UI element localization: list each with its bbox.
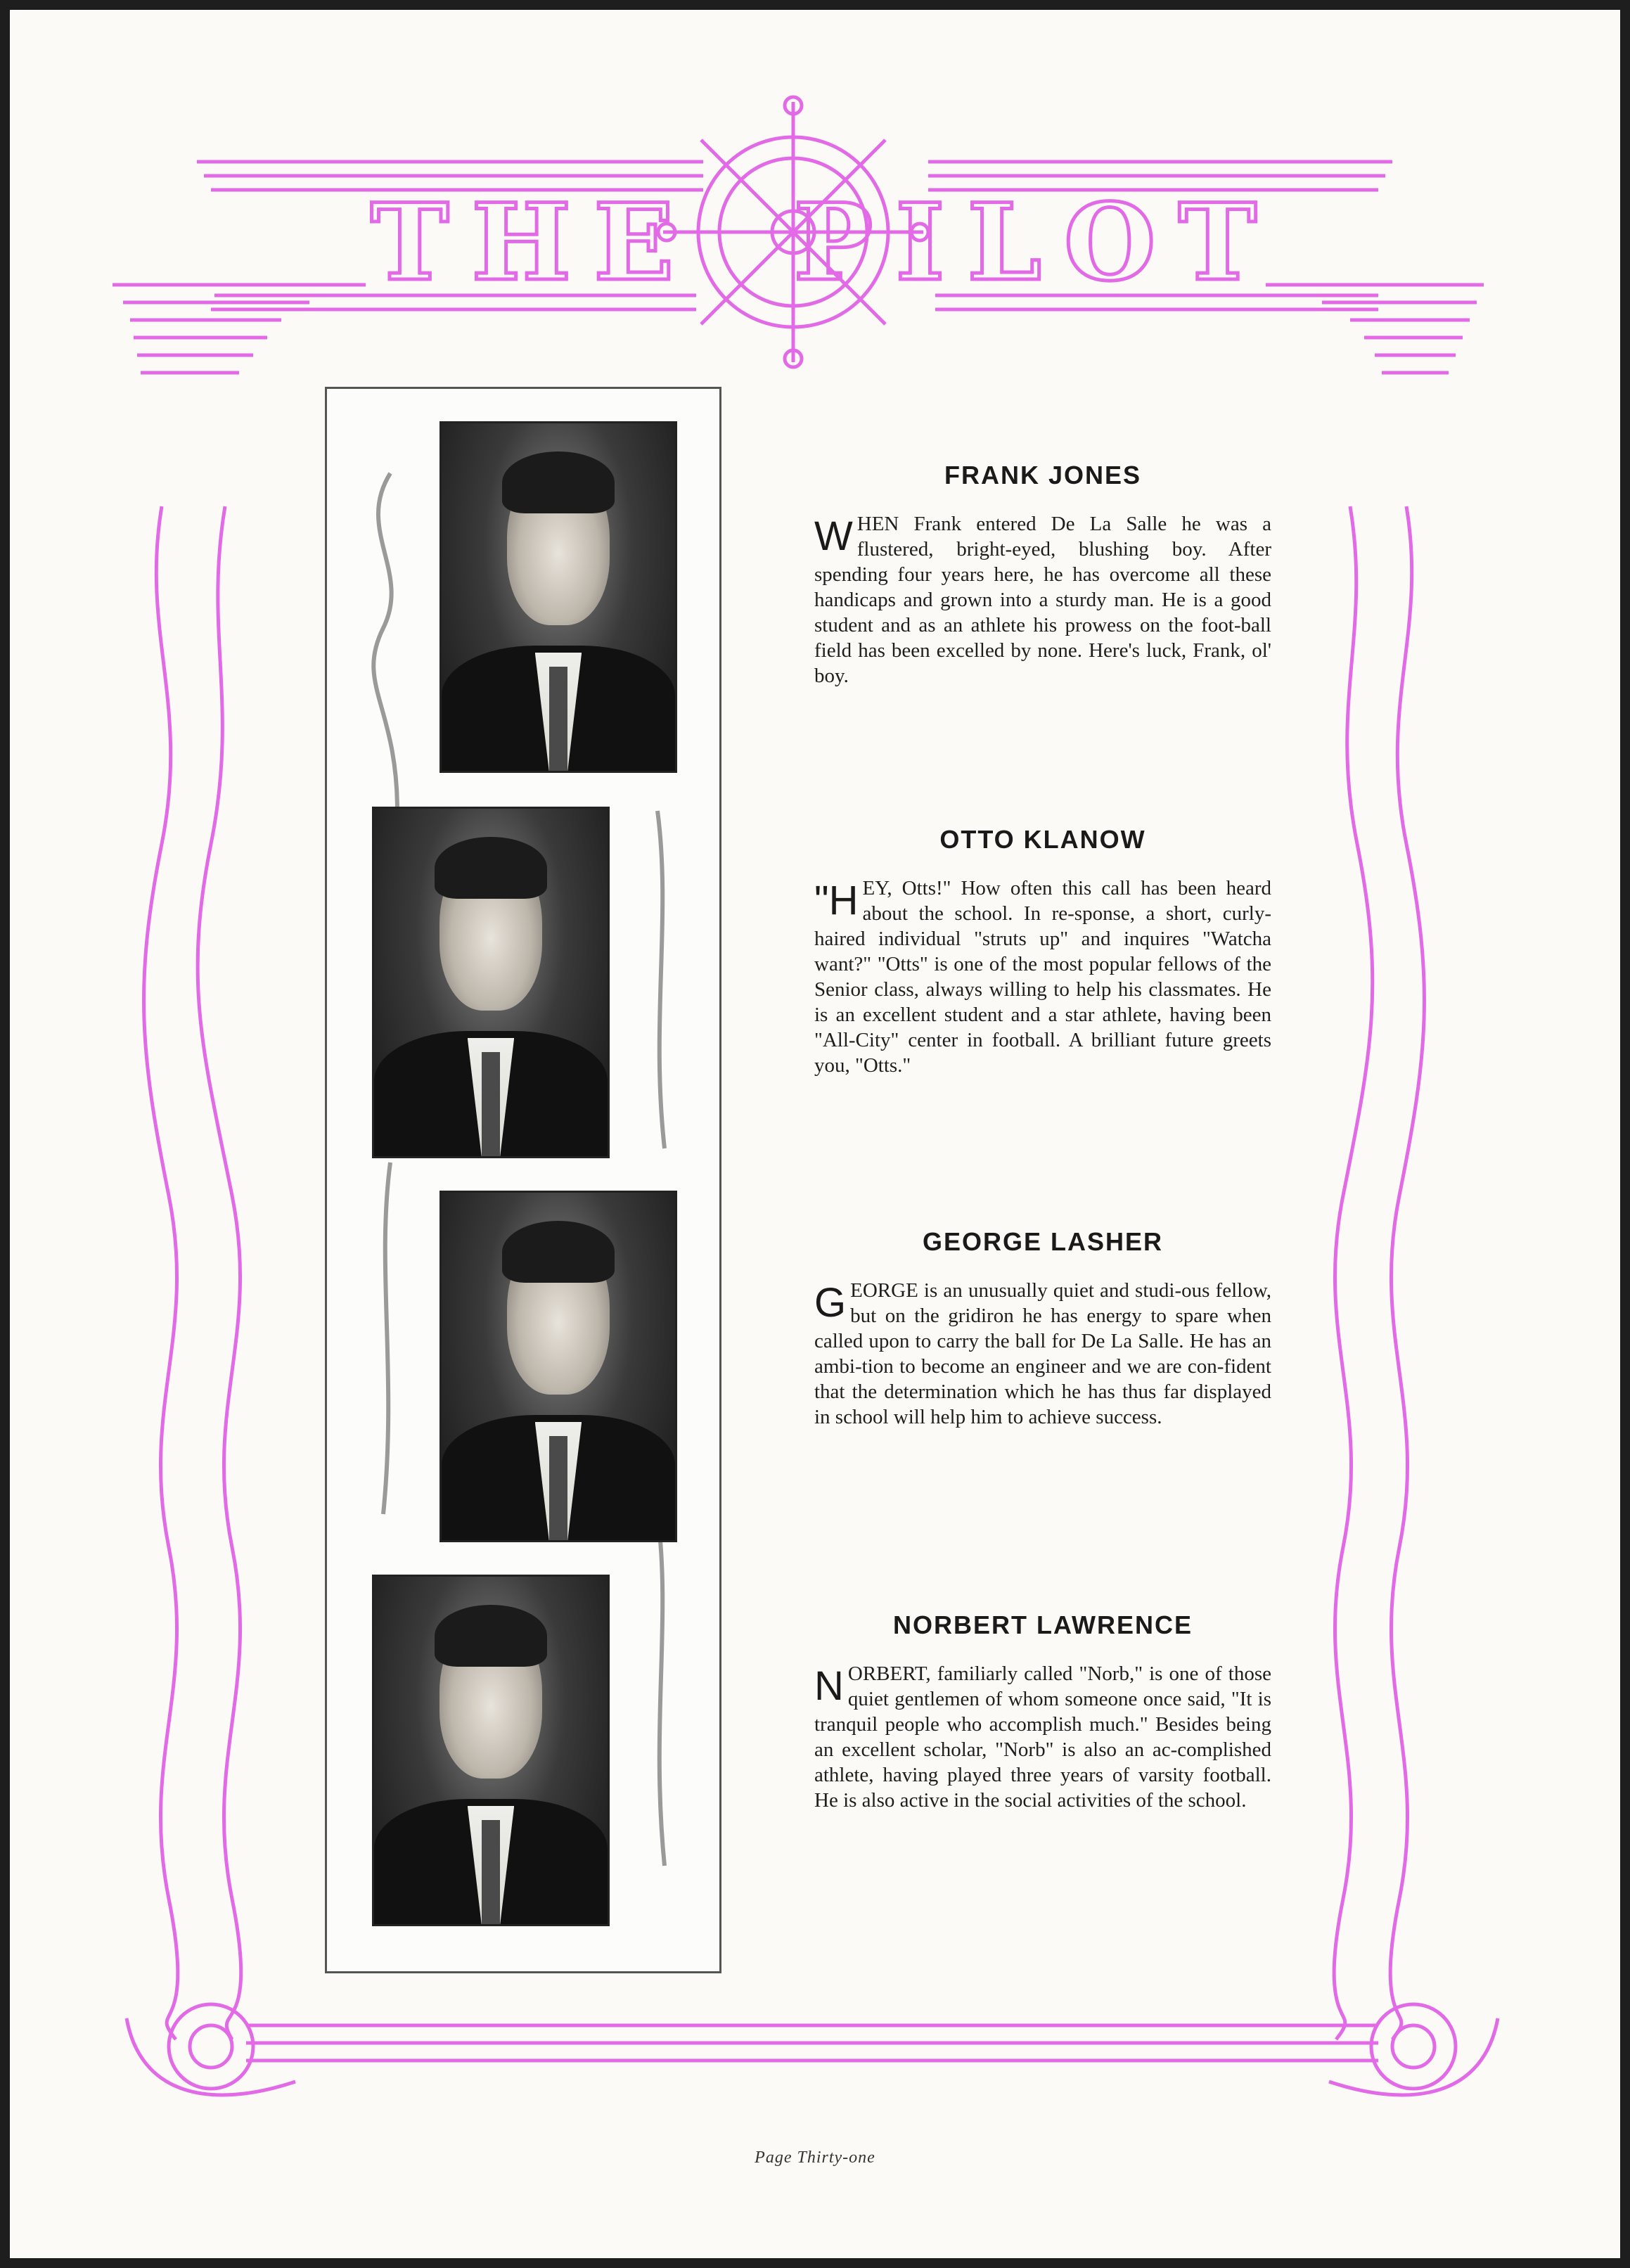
drop-cap: "H xyxy=(814,878,859,923)
student-name: NORBERT LAWRENCE xyxy=(893,1610,1193,1639)
bio-body: EORGE is an unusually quiet and studi-ous fellow, but on the gridiron he has energy to spare when called upon to carry the ball for De La Salle. He has an ambi-tion to become an engineer and we are con-fident that the determination which he has thus far displayed in school will help him to achieve success. xyxy=(814,1279,1271,1428)
bio-text xyxy=(814,1661,1271,1813)
student-bio xyxy=(814,1227,1271,1430)
masthead-letter: L xyxy=(967,181,1044,305)
bio-body: HEN Frank entered De La Salle he was a flustered, bright-eyed, blushing boy. After spending four years here, he has overcome all these handicaps and grown into a sturdy man. He is a good student and as an athlete his prowess on the foot-ball field has been excelled by none. Here's luck, Frank, ol' boy. xyxy=(814,513,1271,687)
masthead-letter: T xyxy=(370,181,452,305)
portrait-photo xyxy=(372,1575,610,1926)
student-name: OTTO KLANOW xyxy=(939,825,1146,854)
page-number: Page Thirty-one xyxy=(755,2148,875,2167)
student-bio xyxy=(814,1610,1271,1813)
masthead-letter: T xyxy=(1178,181,1260,305)
student-name: GEORGE LASHER xyxy=(922,1227,1164,1256)
masthead-letter: I xyxy=(895,181,948,305)
masthead-letter: H xyxy=(471,181,575,305)
masthead-title xyxy=(0,181,1630,305)
bio-body: EY, Otts!" How often this call has been heard about the school. In re-sponse, a short, curly-haired individual "struts up" and inquires "Watcha want?" "Otts" is one of the most popular fellows of the Senior class, always willing to help his classmates. He is an excellent student and a star athlete, having been "All-City" center in football. A brilliant future greets you, "Otts." xyxy=(814,877,1271,1077)
bio-text xyxy=(814,876,1271,1078)
student-bio xyxy=(814,825,1271,1078)
yearbook-page xyxy=(10,10,1620,2258)
drop-cap: G xyxy=(814,1280,847,1326)
masthead-letter: O xyxy=(1063,181,1159,305)
masthead-letter: P xyxy=(793,181,876,305)
bio-body: ORBERT, familiarly called "Norb," is one of those quiet gentlemen of whom someone once said, "It is tranquil people who accomplish much." Besides being an excellent scholar, "Norb" is also an ac-complished athlete, having played three years of varsity football. He is also active in the social activities of the school. xyxy=(814,1662,1271,1812)
drop-cap: W xyxy=(814,513,853,559)
student-name: FRANK JONES xyxy=(944,461,1142,489)
bio-text xyxy=(814,511,1271,688)
masthead-letter: E xyxy=(593,181,677,305)
portrait-panel xyxy=(325,387,721,1973)
portrait-photo xyxy=(439,1191,677,1542)
drop-cap: N xyxy=(814,1663,844,1709)
bio-text xyxy=(814,1278,1271,1430)
student-bio xyxy=(814,461,1271,688)
portrait-photo xyxy=(439,421,677,773)
portrait-photo xyxy=(372,807,610,1158)
